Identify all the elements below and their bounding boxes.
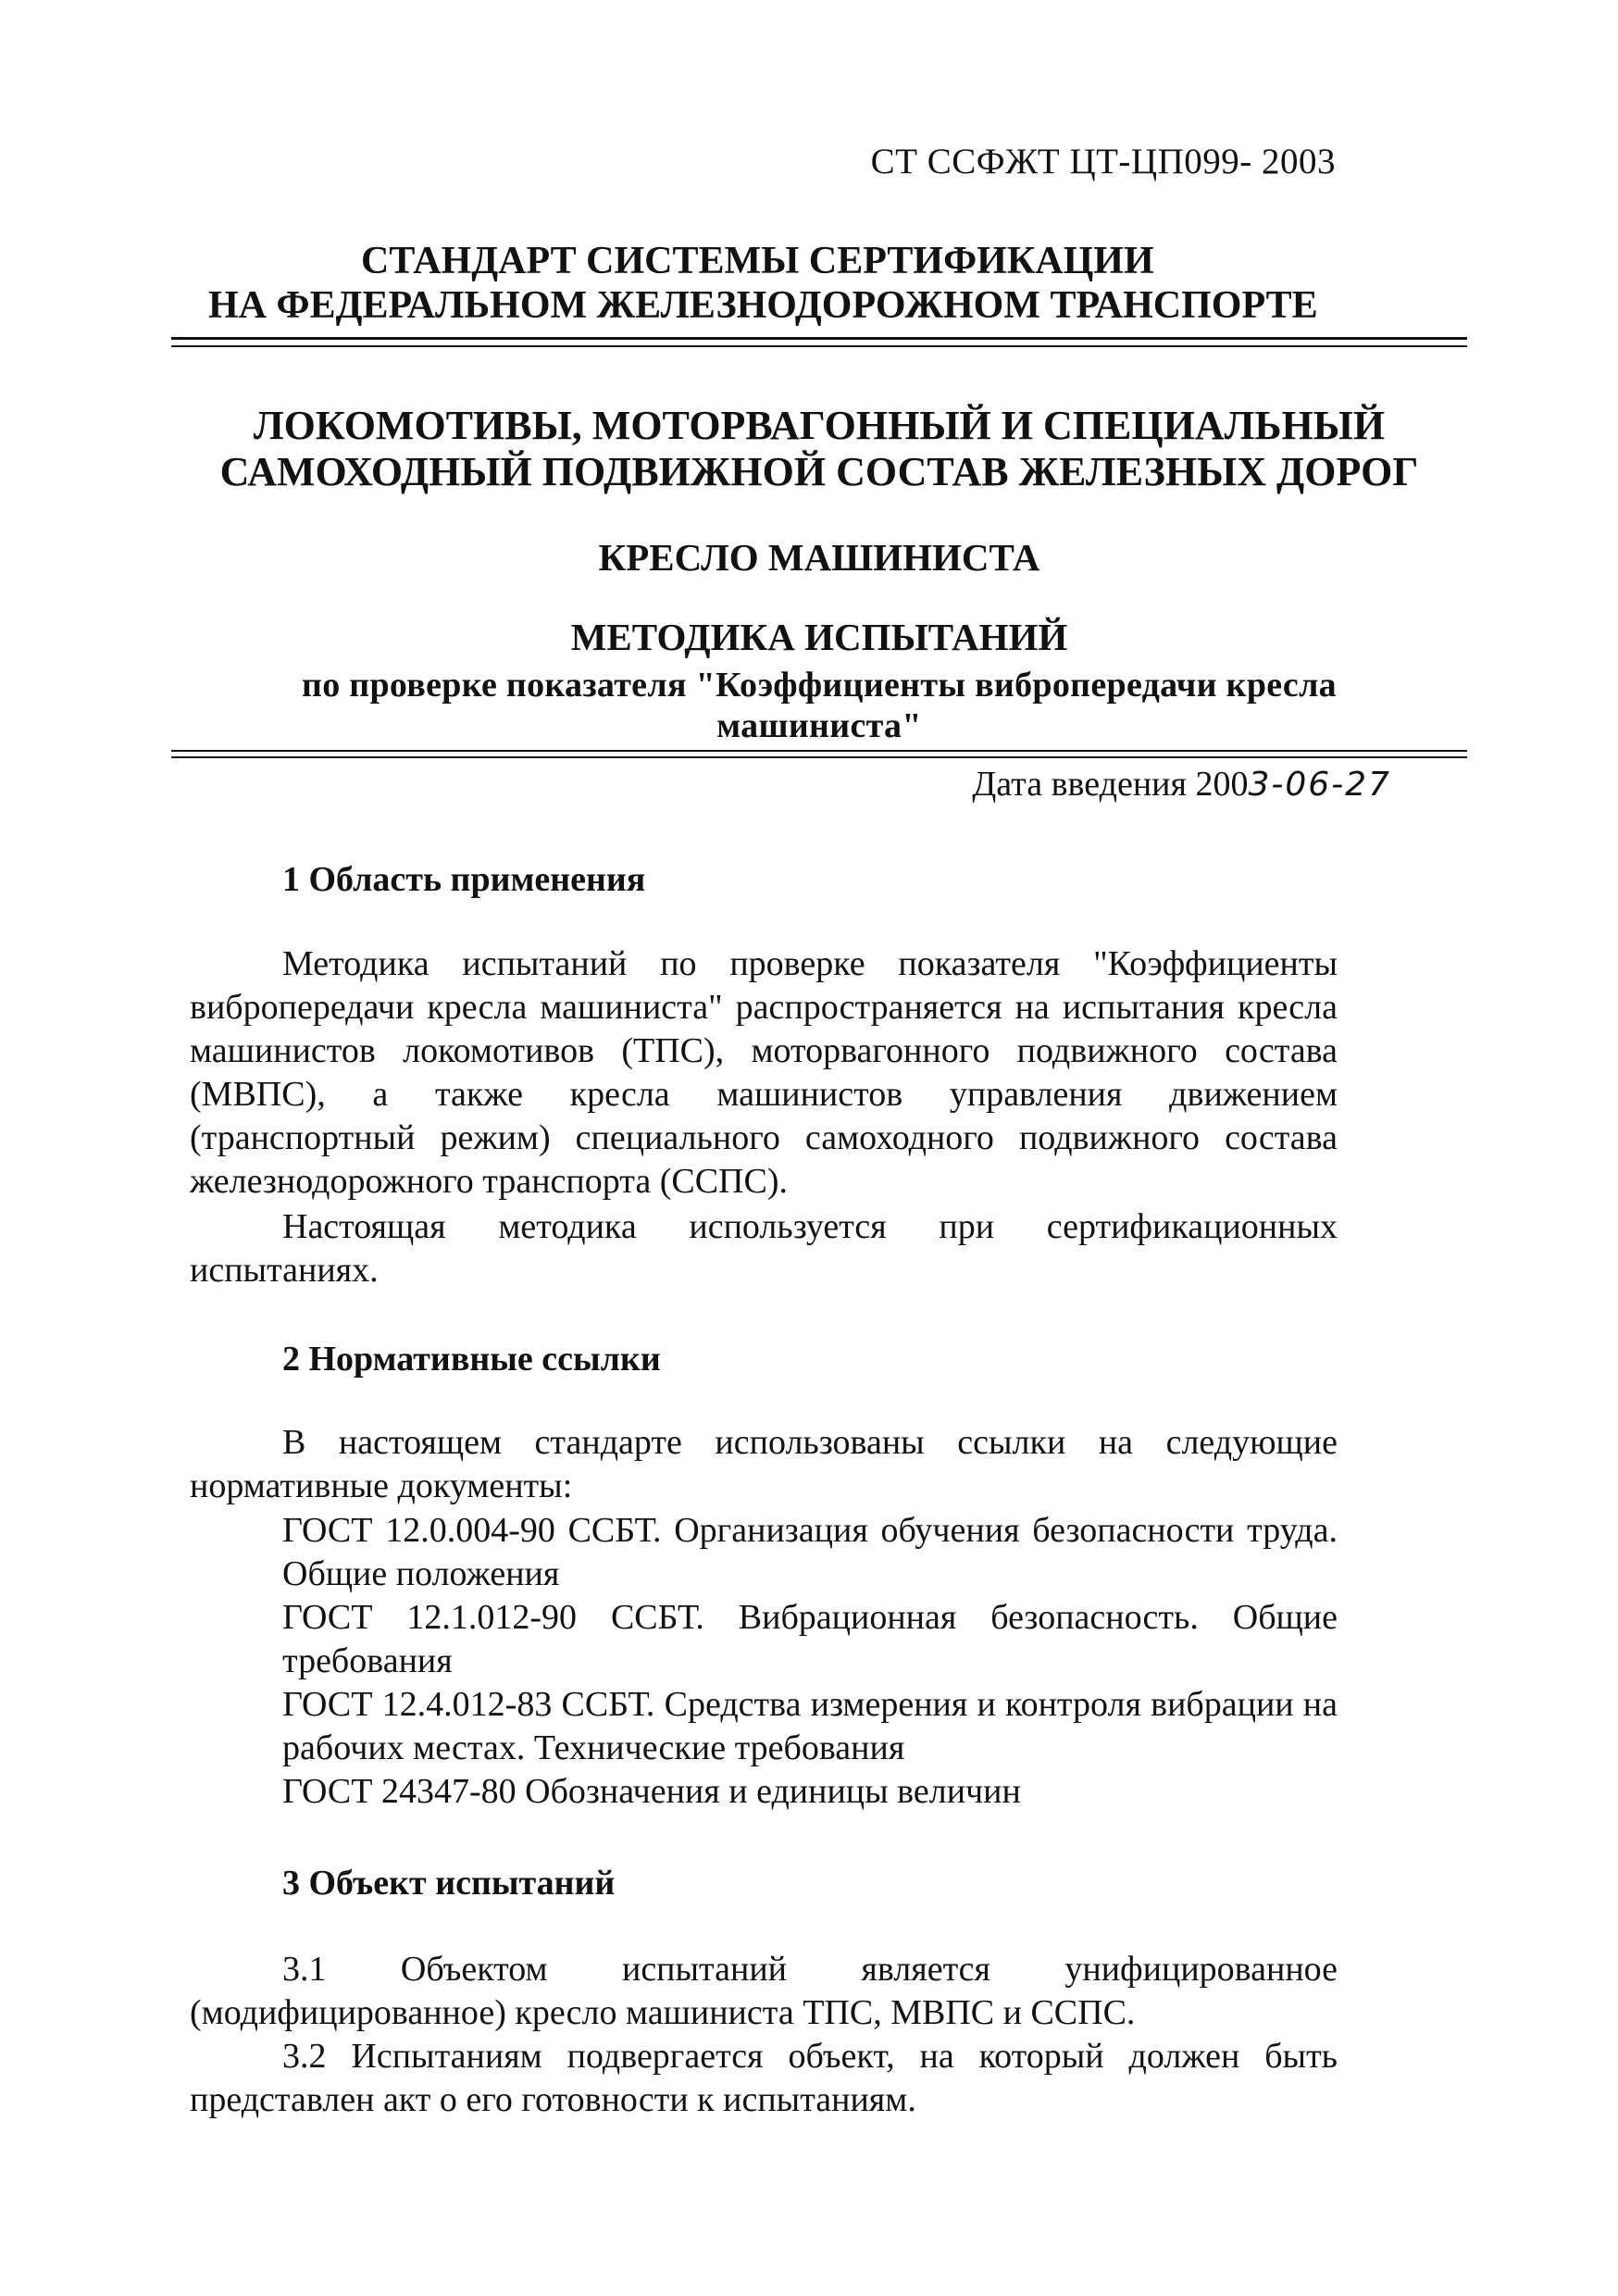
reference-item: ГОСТ 12.1.012-90 ССБТ. Вибрационная безопасность. Общие требования [282,1598,1338,1680]
title-line-2: САМОХОДНЫЙ ПОДВИЖНОЙ СОСТАВ ЖЕЛЕЗНЫХ ДОРОГ [219,449,1419,494]
introduction-date [972,764,1391,805]
header-rule-bottom [171,345,1467,347]
title-subline-2: машиниста" [716,706,922,745]
title-rule-top [171,750,1467,752]
title-rule-bottom [171,756,1467,758]
section-3-title: 3 Объект испытаний [282,1864,616,1903]
date-handwritten: 3-06-27 [1248,766,1391,804]
document-code: СТ ССФЖТ ЦТ-ЦП099- 2003 [870,142,1336,181]
title-line-1: ЛОКОМОТИВЫ, МОТОРВАГОННЫЙ И СПЕЦИАЛЬНЫЙ [253,403,1386,448]
reference-item: ГОСТ 24347-80 Обозначения и единицы величин [282,1772,1021,1811]
title-subline-1: по проверке показателя "Коэффициенты вибропередачи кресла [302,666,1337,705]
section-3-paragraph-1: 3.1 Объектом испытаний является унифицированное (модифицированное) кресло машиниста ТПС, МВПС и ССПС. [190,1950,1338,2032]
header-rule-top [171,337,1467,340]
title-method: МЕТОДИКА ИСПЫТАНИЙ [570,616,1068,658]
section-2-intro: В настоящем стандарте использованы ссылки на следующие нормативные документы: [190,1423,1338,1505]
reference-item: ГОСТ 12.4.012-83 ССБТ. Средства измерения и контроля вибрации на рабочих местах. Технические требования [282,1685,1338,1767]
section-2-title: 2 Нормативные ссылки [282,1340,661,1379]
header-line-1: СТАНДАРТ СИСТЕМЫ СЕРТИФИКАЦИИ [361,240,1154,282]
section-1-paragraph-1: Методика испытаний по проверке показателя "Коэффициенты вибропередачи кресла машиниста" распространяется на испытания кресла машинистов локомотивов (ТПС), моторвагонного подвижного состава (МВПС), а также кресла машинистов управления движением (транспортный режим) специального самоходного подвижного состава железнодорожного транспорта (ССПС). [190,944,1338,1201]
section-1-title: 1 Область применения [282,860,646,899]
reference-item: ГОСТ 12.0.004-90 ССБТ. Организация обучения безопасности труда. Общие положения [282,1511,1338,1593]
date-label: Дата введения 200 [972,765,1249,804]
header-line-2: НА ФЕДЕРАЛЬНОМ ЖЕЛЕЗНОДОРОЖНОМ ТРАНСПОРТЕ [208,284,1318,327]
title-subject: КРЕСЛО МАШИНИСТА [598,536,1040,579]
normative-references-list [282,1509,1338,1814]
section-3-paragraph-2: 3.2 Испытаниям подвергается объект, на который должен быть представлен акт о его готовности к испытаниям. [190,2037,1338,2119]
section-1-paragraph-2: Настоящая методика используется при сертификационных испытаниях. [190,1207,1338,1290]
